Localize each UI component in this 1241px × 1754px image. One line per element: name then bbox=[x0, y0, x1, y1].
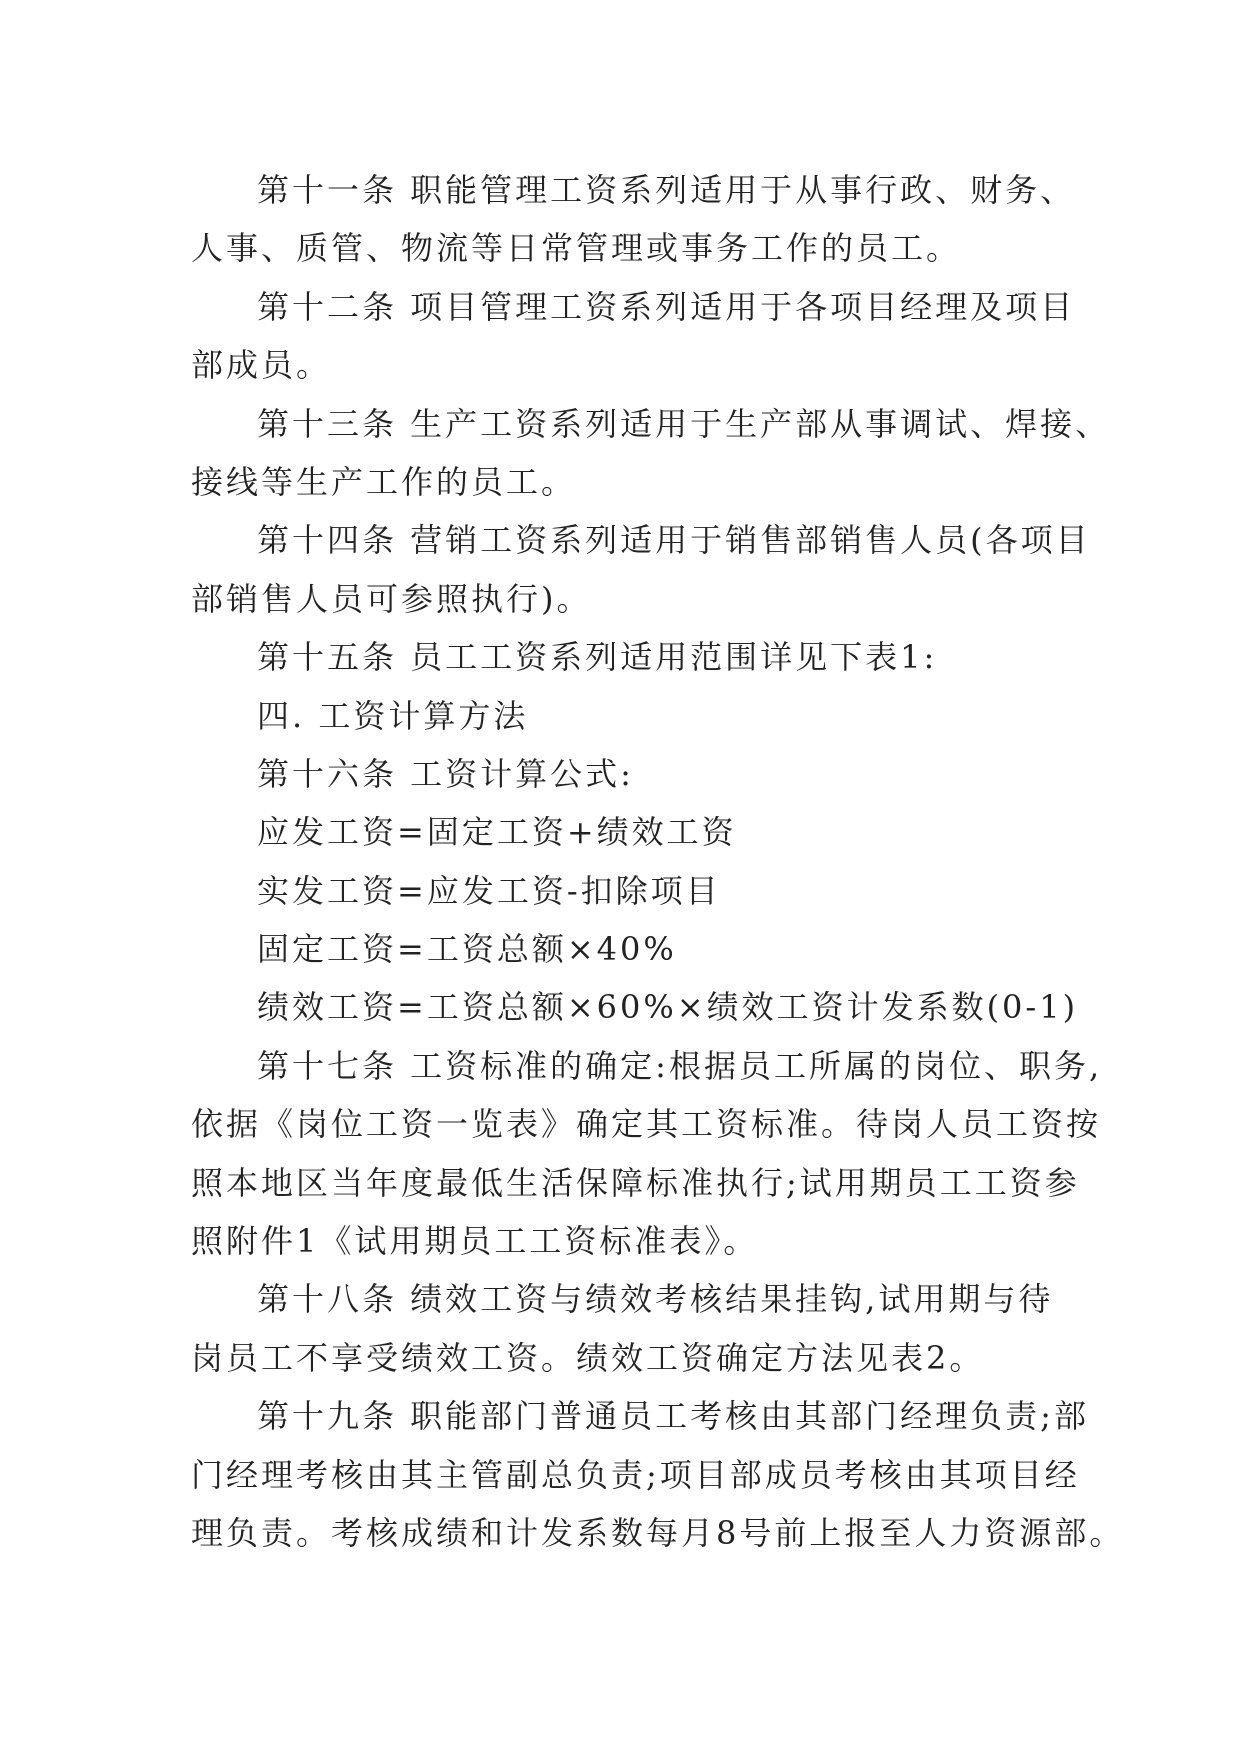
article-17-line-1: 第十七条 工资标准的确定:根据员工所属的岗位、职务, bbox=[257, 1046, 1103, 1085]
article-11-line-2: 人事、质管、物流等日常管理或事务工作的员工。 bbox=[191, 229, 962, 268]
article-17-line-4: 照附件1《试用期员工工资标准表》。 bbox=[191, 1222, 759, 1261]
article-16-line: 第十六条 工资计算公式: bbox=[257, 754, 634, 793]
article-14-line-1: 第十四条 营销工资系列适用于销售部销售人员(各项目 bbox=[257, 521, 1091, 560]
formula-performance-wage: 绩效工资=工资总额×60%×绩效工资计发系数(0-1) bbox=[257, 988, 1079, 1027]
article-13-line-2: 接线等生产工作的员工。 bbox=[191, 462, 577, 501]
formula-actual-wage: 实发工资=应发工资-扣除项目 bbox=[257, 871, 721, 910]
article-19-line-1: 第十九条 职能部门普通员工考核由其部门经理负责;部 bbox=[257, 1397, 1089, 1436]
article-12-line-1: 第十二条 项目管理工资系列适用于各项目经理及项目 bbox=[257, 287, 1076, 326]
article-12-line-2: 部成员。 bbox=[191, 346, 332, 385]
formula-payable-wage: 应发工资=固定工资+绩效工资 bbox=[257, 813, 737, 852]
section-4-heading: 四. 工资计算方法 bbox=[257, 696, 529, 735]
article-18-line-2: 岗员工不享受绩效工资。绩效工资确定方法见表2。 bbox=[191, 1338, 985, 1377]
article-11-line-1: 第十一条 职能管理工资系列适用于从事行政、财务、 bbox=[257, 171, 1076, 209]
article-13-line-1: 第十三条 生产工资系列适用于生产部从事调试、焊接、 bbox=[257, 404, 1111, 443]
formula-fixed-wage: 固定工资=工资总额×40% bbox=[257, 930, 677, 969]
article-17-line-2: 依据《岗位工资一览表》确定其工资标准。待岗人员工资按 bbox=[191, 1105, 1102, 1144]
article-18-line-1: 第十八条 绩效工资与绩效考核结果挂钩,试用期与待 bbox=[257, 1280, 1054, 1319]
article-19-line-2: 门经理考核由其主管副总负责;项目部成员考核由其项目经 bbox=[191, 1455, 1080, 1494]
document-body bbox=[191, 161, 1125, 1562]
article-17-line-3: 照本地区当年度最低生活保障标准执行;试用期员工工资参 bbox=[191, 1163, 1080, 1202]
article-15-line: 第十五条 员工工资系列适用范围详见下表1: bbox=[257, 638, 938, 677]
article-19-line-3: 理负责。考核成绩和计发系数每月8号前上报至人力资源部。 bbox=[191, 1513, 1125, 1552]
article-14-line-2: 部销售人员可参照执行)。 bbox=[191, 579, 592, 618]
